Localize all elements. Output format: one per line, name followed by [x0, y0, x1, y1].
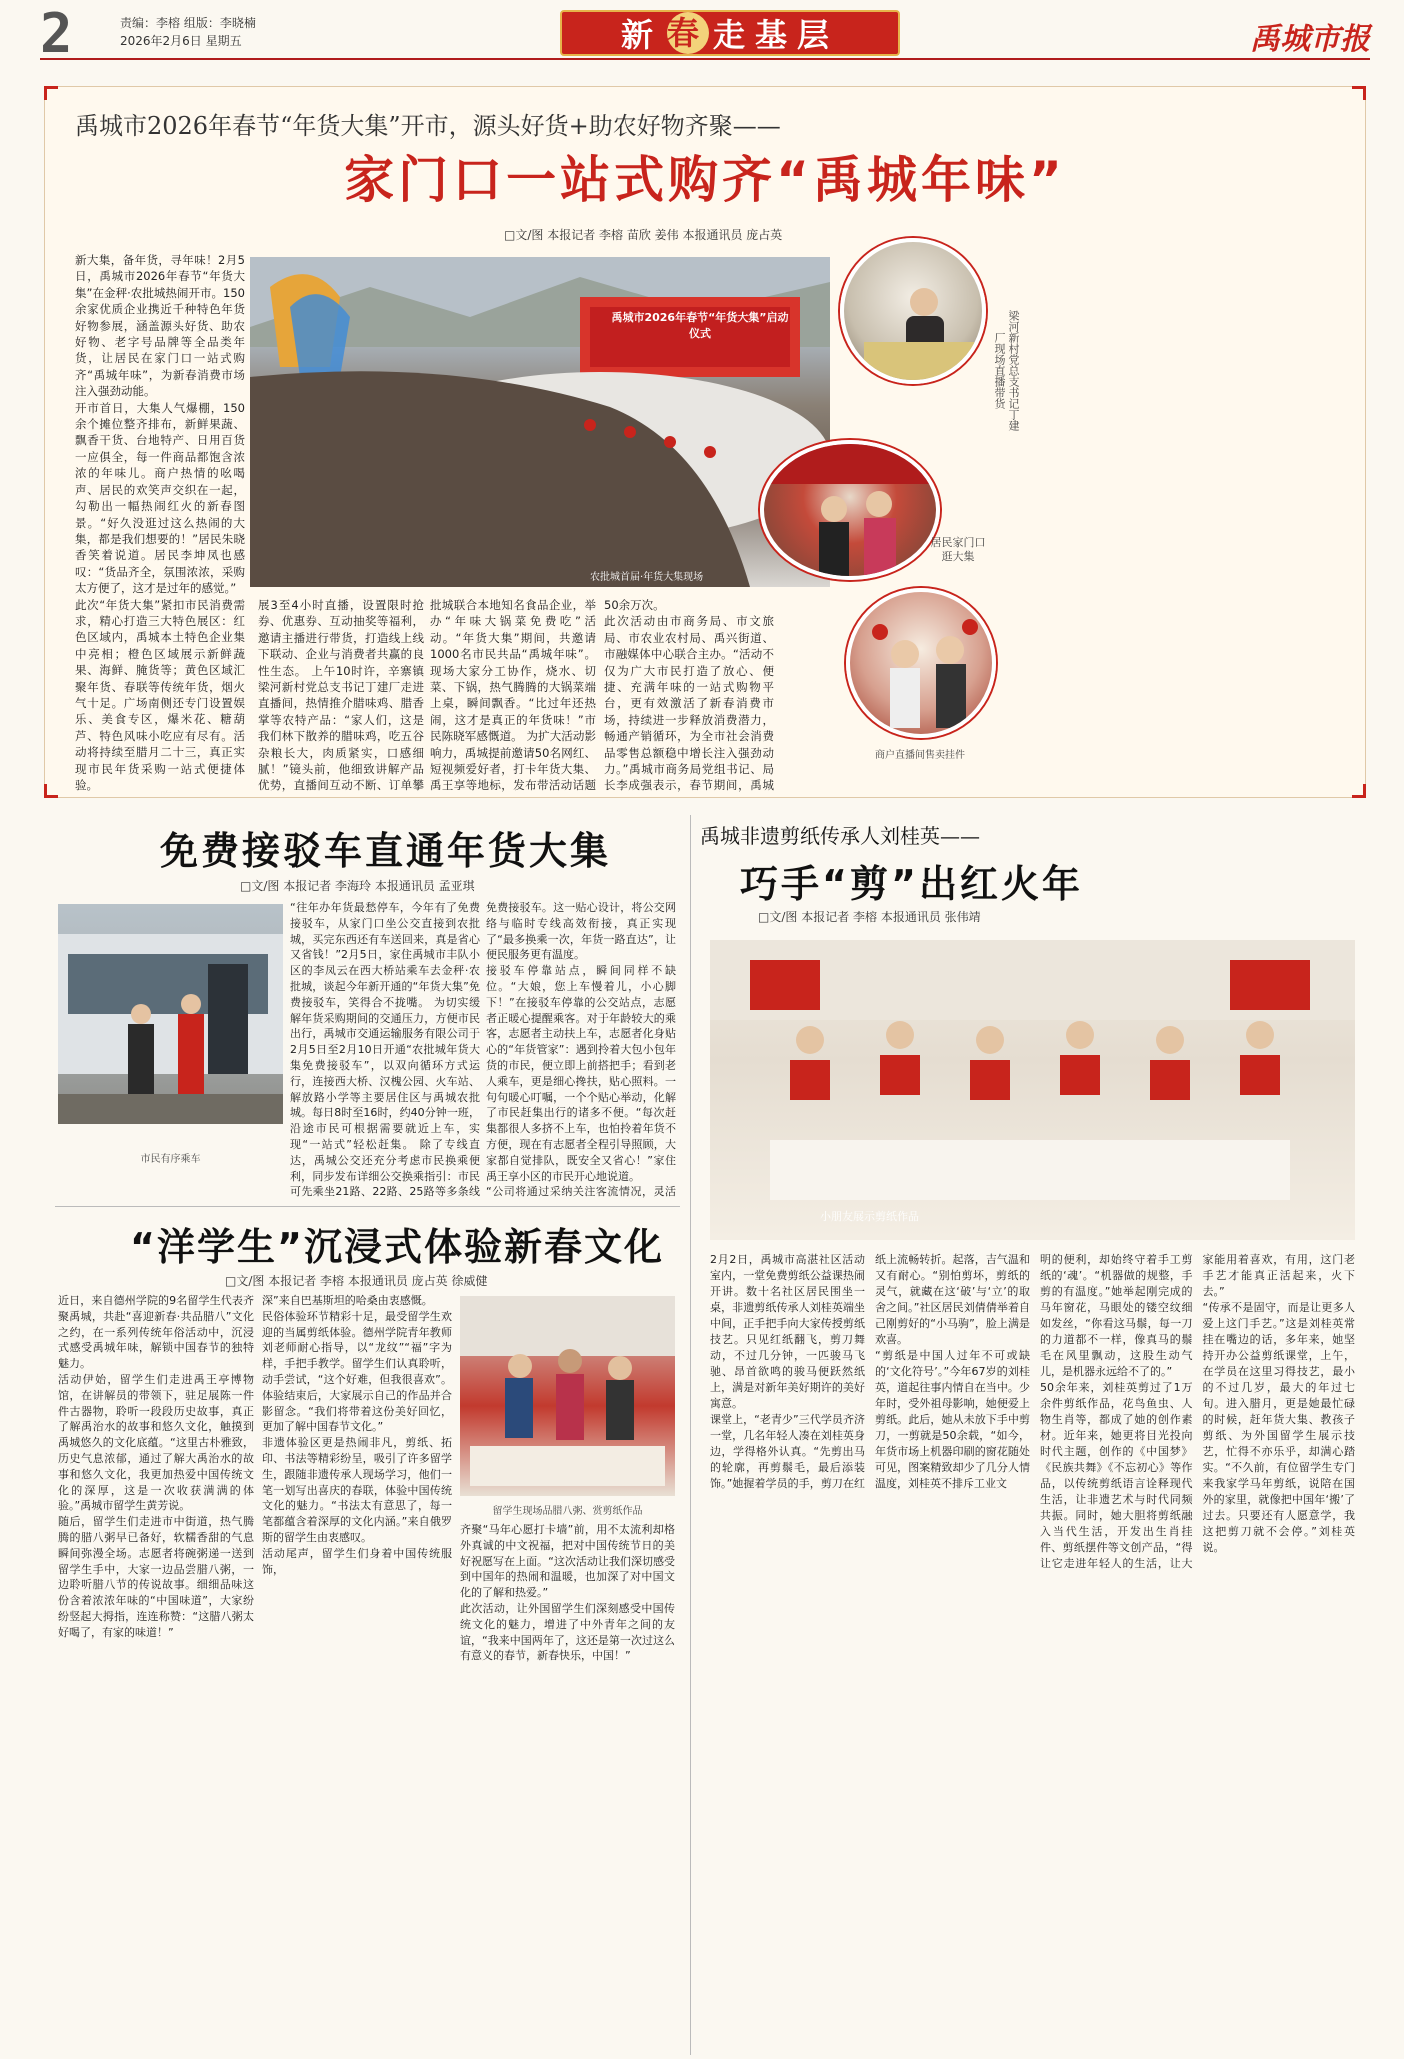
photo-residents-caption: 居民家门口逛大集	[930, 536, 986, 563]
column-right: 走基层	[713, 16, 840, 54]
foreign-photo	[460, 1296, 675, 1496]
lead-text-col1: 新大集，备年货，寻年味！2月5日，禹城市2026年春节“年货大集”在金秤·农批城热闹开市。150余家优质企业携近千种特色年货好物参展，涵盖源头好货、助农好物、老字号品牌等全品类年货，让居民在家门口一站式购齐“禹城年味”，为新春消费市场注入强劲动能。 开市首日，大集人气爆棚，150余个摊位整齐排布，新鲜果蔬、飘香干货、台地特产、日用百货一应俱全，每一件商品都饱含浓浓的年味儿。商户热情的吆喝声、居民的欢笑声交织在一起，勾勒出一幅热闹红火的新春图景。“好久没逛过这么热闹的大集，都是我们想要的！”居民朱晓香笑着说道。居民李坤凤也感叹：“货品齐全，氛围浓浓，采购太方便了，这才是过年的感觉。” 此次“年货大集”紧扣市民消费需求，精心打造三大特色展区：红色区域内，禹城本土特色企业集中亮相；橙色区域展示新鲜蔬果、海鲜、腌货等；黄色区域汇聚年货、春联等传统年货，烟火气十足。广场南侧还专门设置娱乐、美食专区，爆米花、糖葫芦、特色风味小吃应有尽有。活动将持续至腊月二十三，真正实现市民年货采购一站式便捷体验。	[75, 253, 245, 792]
photo-merchant-caption: 商户直播间售卖挂件	[875, 750, 965, 761]
photo-merchant-livestream	[846, 588, 996, 738]
column-left: 新	[620, 16, 663, 54]
students-scene	[460, 1296, 675, 1496]
column-mid: 春	[667, 14, 710, 52]
bus-text-col2: 免费接驳车。这一贴心设计，将公交网络与临时专线高效衔接，真正实现了“最多换乘一次，年货一路直达”，让便民服务更有温度。 接驳车停靠站点，瞬间同样不缺位。“大娘，您上车慢着儿，小心脚下！”在接驳车停靠的公交站点，志愿者正暖心提醒乘客。对于年龄较大的乘客，志愿者主动扶上车，志愿者化身贴心的“年货管家”：遇到拎着大包小包年货的市民，便立即上前搭把手；看到老人乘车，更是细心搀扶，贴心照料。一句句暖心叮嘱，一个个贴心举动，化解了市民赶集出行的诸多不便。“每次赶集都很人多挤不上车，也怕拎着年货不方便，现在有志愿者全程引导照顾，大家都自觉排队，既安全又省心！”家住禹王享小区的市民开心地说道。 “公司将通过采纳关注客流情况，灵活	[486, 901, 676, 1199]
column-banner	[560, 10, 900, 56]
bus-byline: □文/图 本报记者 李海玲 本报通讯员 孟亚琪	[240, 879, 475, 893]
section-divider	[55, 1206, 680, 1207]
lead-main-photo-caption: 农批城首届·年货大集现场	[590, 572, 704, 583]
bus-photo-caption: 市民有序乘车	[140, 1154, 201, 1165]
foreign-photo-caption: 留学生现场品腊八粥、赏剪纸作品	[492, 1506, 643, 1517]
editors: 责编：李榕 组版：李晓楠	[120, 16, 256, 30]
papercut-photo	[710, 940, 1355, 1240]
paper-logo: 禹城市报	[1250, 22, 1370, 57]
papercut-headline: 巧手“剪”出红火年	[740, 862, 1083, 906]
foreign-byline: □文/图 本报记者 李榕 本报通讯员 庞占英 徐威健	[225, 1274, 488, 1288]
lead-text-col2: 展3至4小时直播，设置限时抢券、优惠券、互动抽奖等福利，邀请主播进行带货，打造线上线下联动、企业与消费者共赢的良性生态。 上午10时许，辛寨镇梁河新村党总支书记丁建厂走进直播间，热情推介腊味鸡、腊香掌等农特产品：“家人们，这是我们林下散养的腊味鸡，吃五谷杂粮长大，肉质紧实，口感细腻！”镜头前，他细致讲解产品优势，直播间互动不断、订单攀	[258, 598, 424, 792]
issue-date: 2026年2月6日 星期五	[120, 34, 242, 48]
papercut-photo-caption: 小朋友展示剪纸作品	[820, 1210, 919, 1223]
bus-photo	[58, 904, 283, 1124]
papercut-byline: □文/图 本报记者 李榕 本报通讯员 张伟靖	[758, 910, 981, 924]
foreign-text-col2: 深”来自巴基斯坦的哈桑由衷感慨。 民俗体验环节精彩十足，最受留学生欢迎的当属剪纸体验。德州学院青年教师刘老师耐心指导，以“龙纹”“福”字为样，手把手教学。留学生们认真聆听，动手尝试，“这个好难，但我很喜欢”。体验结束后，大家展示自己的作品并合影留念。“我们将带着这份美好回忆，更加了解中国春节文化。” 非遗体验区更是热闹非凡，剪纸、拓印、书法等精彩纷呈，吸引了许多留学生，跟随非遗传承人现场学习，他们一笔一划写出喜庆的春联，体验中国传统文化的魅力。“书法太有意思了，每一笔都蕴含着深厚的文化内涵。”来自俄罗斯的留学生由衷感叹。 活动尾声，留学生们身着中国传统服饰，	[262, 1294, 452, 1576]
lead-text-col4: 50余万次。 此次活动由市商务局、市文旅局、市农业农村局、禹兴街道、市融媒体中心联合主办。“活动不仅为广大市民打造了放心、便捷、充满年味的一站式购物平台，更有效激活了新春消费市场，持续进一步释放消费潜力，畅通产销循环，为全市社会消费品零售总额稳中增长注入强劲动力。”禹城市商务局党组书记、局长李成强表示，春节期间，禹城	[604, 598, 774, 792]
foreign-text-col1: 近日，来自德州学院的9名留学生代表齐聚禹城，共赴“喜迎新春·共品腊八”文化之约，在一系列传统年俗活动中，沉浸式感受禹城年味，解锁中国春节的独特魅力。 活动伊始，留学生们走进禹王亭博物馆，在讲解员的带领下，驻足展陈一件件古器物，聆听一段段历史故事，真正了解禹治水的故事和悠久文化，触摸到禹城悠久的文化底蕴。“这里古朴雅致，历史气息浓郁，通过了解大禹治水的故事和悠久文化，我更加热爱中国传统文化的深厚，这是一次收获满满的体验。”禹城市留学生黄芳说。 随后，留学生们走进市中街道，热气腾腾的腊八粥早已备好，软糯香甜的气息瞬间弥漫全场。志愿者将碗粥递一送到留学生手中，大家一边品尝腊八粥，一边聆听腊八节的传说故事。细细品味这份含着浓浓年味的“中国味道”，大家纷纷竖起大拇指，连连称赞：“这腊八粥太好喝了，有家的味道！”	[58, 1294, 254, 1639]
bus-scene	[58, 904, 283, 1124]
lead-text-col3: 批城联合本地知名食品企业，举办“年味大锅菜免费吃”活动。“年货大集”期间，共邀请1000名市民共品“禹城年味”。现场大家分工协作，烧水、切菜、下锅，热气腾腾的大锅菜端上桌，瞬间飘香。“比过年还热闹，这才是真正的年货味！”市民陈晓军感慨道。 为扩大活动影响力，禹城提前邀请50名网红、短视频爱好者，打卡年货大集、禹王享等地标，发布带活动话题	[430, 598, 596, 792]
lead-byline: □文/图 本报记者 李榕 苗欣 姜伟 本报通讯员 庞占英	[504, 228, 783, 242]
bus-text-col1: “往年办年货最愁停车，今年有了免费接驳车，从家门口坐公交直接到农批城，买完东西还有车送回来，真是省心又省钱！”2月5日，家住禹城市丰队小区的李凤云在西大桥站乘车去金秤·农批城，谈起今年新开通的“年货大集”免费接驳车，笑得合不拢嘴。 为切实缓解年货采购期间的交通压力，方便市民出行，禹城市交通运输服务有限公司于2月5日至2月10日开通“农批城年货大集免费接驳车”，以双向循环方式运行，连接西大桥、汉槐公园、火车站、解放路小学等主要居住区与禹城农批城。每日8时至16时，约40分钟一班，沿途市民可根据需要就近上车，实现“一站式”轻松赶集。 除了专线直达，禹城公交还充分考虑市民换乘便利，同步发布详细公交换乘指引：市民可先乘坐21路、22路、25路等多条线	[290, 901, 480, 1199]
column-divider	[690, 815, 691, 2055]
stage-title: 禹城市2026年春节“年货大集”启动仪式	[611, 311, 789, 340]
page-header	[40, 2, 1370, 65]
lead-main-photo	[250, 257, 830, 587]
bus-headline: 免费接驳车直通年货大集	[160, 829, 612, 873]
papercut-text-col1: 2月2日，禹城市高湛社区活动室内，一堂免费剪纸公益课热闹开讲。数十名社区居民围坐一桌，非遗剪纸传承人刘桂英端坐中间，正手把手向大家传授剪纸技艺。只见红纸翻飞，剪刀舞动，不过几分钟，一匹骏马飞驰、昂首欲鸣的骏马便跃然纸上，满是对新年美好期许的美好寓意。 课堂上，“老青少”三代学员齐济一堂，几名年轻人凑在刘桂英身边，学得格外认真。“先剪出马的轮廓，再剪鬃毛，最后添装饰。”她握着学员的手，剪刀在红纸上流畅转折。起落，吉气温和又有耐心。“别怕剪坏，剪纸的灵气，就藏在这‘破’与‘立’的取舍之间。”社区居民刘倩倩举着自己刚剪好的“小马驹”，脸上满是欢喜。 “剪纸是中国人过年不可或缺的‘文化符号’。”今年67岁的刘桂英，道起往事内情自在当中。少年时，受外祖母影响，她便爱上剪纸。此后，她从未放下手中剪刀，一剪就是50余载，“如今，年货市场上机器印刷的窗花随处可见，图案精致却少了几分人情温度，刘桂英不排斥工业文	[710, 1253, 1030, 1490]
papercut-text-col2: 明的便利，却始终守着手工剪纸的‘魂’。“机器做的规整，手剪的有温度。”她举起刚完成的马年窗花，马眼处的镂空纹细如发丝，“你看这马鬃，每一刀的力道都不一样，像真马的鬃毛在风里飘动，这股生动气儿，是机器永远给不了的。” 50余年来，刘桂英剪过了1万余件剪纸作品，花鸟鱼虫、人物生肖等，都成了她的创作素材。近年来，她更将目光投向时代主题，创作的《中国梦》《民族共舞》《不忘初心》等作品，以传统剪纸语言诠释现代生活，让非遗艺术与时代同频共振。同时，她大胆将剪纸融入当代生活，开发出生肖挂件、剪纸摆件等文创产品，“得让它走进年轻人的生活，让大家能用着喜欢，有用，这门老手艺才能真正活起来，火下去。” “传承不是固守，而是让更多人爱上这门手艺。”这是刘桂英常挂在嘴边的话，多年来，她坚持开办公益剪纸课堂，上午，在学员在这里习得技艺，最小的不过几岁，最大的年过七旬。进入腊月，更是她最忙碌的时候，赶年货大集、教孩子剪纸、为外国留学生展示技艺，忙得不亦乐乎，却满心踏实。“不久前，有位留学生专门来我家学马年剪纸，说陪在国外的家里，就像把中国年‘搬’了过去。只要还有人愿意学，我这把剪刀就不会停。”刘桂英说。	[1040, 1253, 1355, 1570]
papercut-kicker: 禹城非遗剪纸传承人刘桂英——	[700, 824, 980, 848]
photo-livestream-secretary	[840, 238, 986, 384]
photo-residents-shopping	[760, 440, 940, 580]
foreign-text-col3: 齐聚“马年心愿打卡墙”前，用不太流利却格外真诚的中文祝福，把对中国传统节日的美好祝愿写在上面。“这次活动让我们深切感受到中国年的热闹和温暖，也加深了对中国文化的了解和热爱。” 此次活动，让外国留学生们深刻感受中国传统文化的魅力，增进了中外青年之间的友谊，“我来中国两年了，这还是第一次过这么有意义的春节，新春快乐，中国！”	[460, 1523, 675, 1663]
crowd-scene	[250, 257, 830, 587]
classroom-scene	[710, 940, 1355, 1240]
page-number: 2	[40, 2, 73, 65]
lead-headline: 家门口一站式购齐“禹城年味”	[344, 151, 1066, 209]
lead-kicker: 禹城市2026年春节“年货大集”开市，源头好货+助农好物齐聚——	[75, 112, 781, 140]
photo-livestream-caption: 梁河新村党总支书记丁建厂现场直播带货	[993, 309, 1020, 431]
foreign-headline: “洋学生”沉浸式体验新春文化	[130, 1225, 664, 1269]
